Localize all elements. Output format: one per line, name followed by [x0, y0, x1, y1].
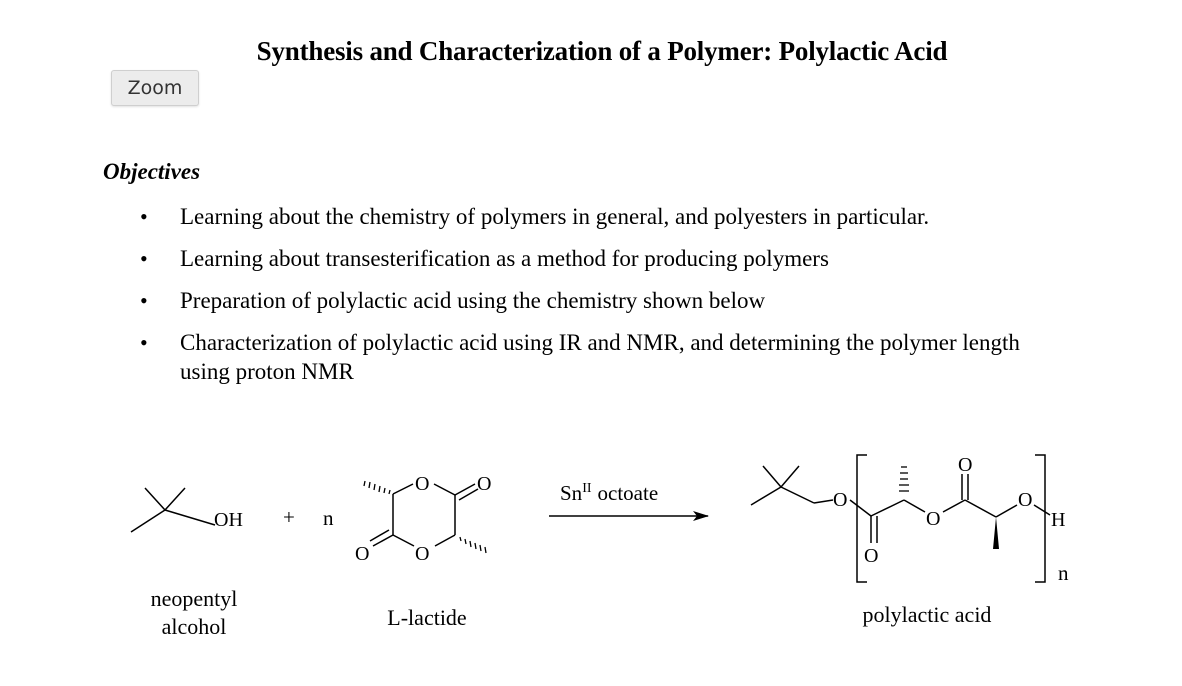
objective-text-continuation: using proton NMR [180, 359, 354, 384]
lactide-hashed-wedge-bottom [460, 537, 486, 553]
objective-text: Preparation of polylactic acid using the chemistry shown below [180, 288, 766, 313]
catalyst-oxidation-state: II [582, 481, 592, 496]
product-solid-wedge [993, 517, 999, 549]
lactide-ring-oxygen-bottom: O [415, 543, 430, 565]
objective-text: Characterization of polylactic acid using IR and NMR, and determining the polymer length [180, 330, 1020, 355]
polylactic-acid-label: polylactic acid [862, 602, 992, 627]
product-hashed-wedge [899, 467, 909, 491]
zoom-button[interactable]: Zoom [111, 70, 199, 106]
hydroxyl-label: OH [214, 509, 243, 531]
objective-text: Learning about transesterification as a method for producing polymers [180, 246, 829, 271]
bullet-icon: • [140, 288, 148, 313]
page-title: Synthesis and Characterization of a Polymer: Polylactic Acid [256, 36, 948, 66]
ester-oxygen: O [926, 508, 941, 530]
carbonyl-oxygen: O [864, 545, 879, 567]
neopentyl-alcohol-label: alcohol [161, 614, 227, 639]
catalyst-label [560, 481, 658, 505]
lactide-carbonyl-oxygen: O [477, 473, 492, 495]
lactide-coefficient: n [323, 506, 334, 530]
lactide-hashed-wedge-top [364, 481, 390, 494]
plus-sign: + [283, 505, 295, 529]
polylactic-acid-structure [751, 455, 1050, 582]
objective-text: Learning about the chemistry of polymers in general, and polyesters in particular. [180, 204, 930, 229]
terminal-hydrogen: H [1051, 509, 1066, 531]
bullet-icon: • [140, 204, 148, 229]
lactide-label: L-lactide [387, 605, 467, 630]
bullet-icon: • [140, 246, 148, 271]
bullet-icon: • [140, 330, 148, 355]
catalyst-ligand: octoate [597, 481, 659, 505]
neopentyl-alcohol-label: neopentyl [150, 586, 238, 611]
ester-oxygen: O [833, 489, 848, 511]
lactide-carbonyl-oxygen: O [355, 543, 370, 565]
objectives-heading: Objectives [103, 159, 201, 184]
catalyst-metal: Sn [560, 481, 583, 505]
terminal-oxygen: O [1018, 489, 1033, 511]
lactide-ring-oxygen-top: O [415, 473, 430, 495]
carbonyl-oxygen: O [958, 454, 973, 476]
repeat-unit-n: n [1058, 561, 1069, 585]
neopentyl-alcohol-structure [131, 488, 215, 532]
